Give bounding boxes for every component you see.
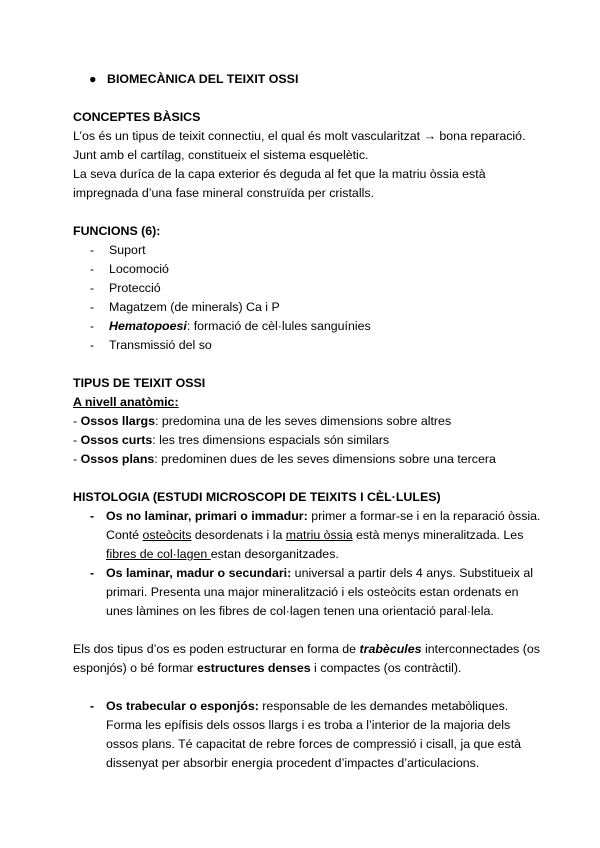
section-histologia (73, 488, 573, 621)
paragraph-line: L’os és un tipus de teixit connectiu, el qual és molt vascularitzat → bona reparació. (73, 129, 526, 143)
paragraph-line: impregnada d’una fase mineral construïda per cristalls. (73, 186, 374, 200)
section-heading: FUNCIONS (6): (73, 224, 161, 238)
list-item: - Locomoció (90, 262, 169, 276)
list-item: - Transmissió del so (90, 338, 212, 352)
list-item: - Hematopoesi: formació de cèl·lules sanguínies (90, 319, 371, 333)
paragraph-estructura: Els dos tipus d’os es poden estructurar en forma de trabècules interconnectades (os esponjós) o bé formar estructures denses i compactes (os contràctil). (73, 642, 540, 675)
section-trabecular (73, 697, 573, 773)
section-heading: CONCEPTES BÀSICS (73, 110, 201, 124)
section-heading: HISTOLOGIA (ESTUDI MICROSCOPI DE TEIXITS I CÈL·LULES) (73, 490, 441, 504)
section-heading: TIPUS DE TEIXIT OSSI (73, 376, 206, 390)
list-item: - Os trabecular o esponjós: responsable de les demandes metabòliques. Forma les epífisis dels ossos llargs i es troba a l’interior de la majoria dels ossos plans. Té capacitat de rebre forces de compressió i cisall, ja que està dissenyat per absorbir energia procedent d’impactes d’articulacions. (90, 699, 522, 770)
document-title: BIOMECÀNICA DEL TEIXIT OSSI (107, 72, 299, 86)
tipus-row: - Ossos plans: predominen dues de les seves dimensions sobre una tercera (73, 452, 496, 466)
funcions-list (73, 241, 573, 355)
subheading: A nivell anatòmic: (73, 395, 179, 409)
paragraph-line: La seva duríca de la capa exterior és deguda al fet que la matriu òssia està (73, 167, 486, 181)
list-item: - Os no laminar, primari o immadur: primer a formar-se i en la reparació òssia. Conté osteòcits desordenats i la matriu òssia està menys mineralitzada. Les fibres de col·lagen estan desorganitzades. (90, 509, 541, 561)
section-funcions (73, 222, 573, 355)
paragraph-line: Junt amb el cartílag, constitueix el sistema esquelètic. (73, 148, 369, 162)
title-row (73, 70, 573, 89)
section-tipus (73, 374, 573, 469)
list-item: - Magatzem (de minerals) Ca i P (90, 300, 280, 314)
list-item: - Os laminar, madur o secundari: universal a partir dels 4 anys. Substitueix al primari. Presenta una major mineralització i els osteòcits estan ordenats en unes làmines on les fibres de col·lagen tenen una orientació paral·lela. (90, 566, 533, 618)
section-conceptes (73, 108, 573, 203)
tipus-row: - Ossos curts: les tres dimensions espacials són similars (73, 433, 390, 447)
tipus-row: - Ossos llargs: predomina una de les seves dimensions sobre altres (73, 414, 452, 428)
list-item: - Protecció (90, 281, 161, 295)
list-item: - Suport (90, 243, 146, 257)
bullet-icon: ● (89, 72, 97, 86)
